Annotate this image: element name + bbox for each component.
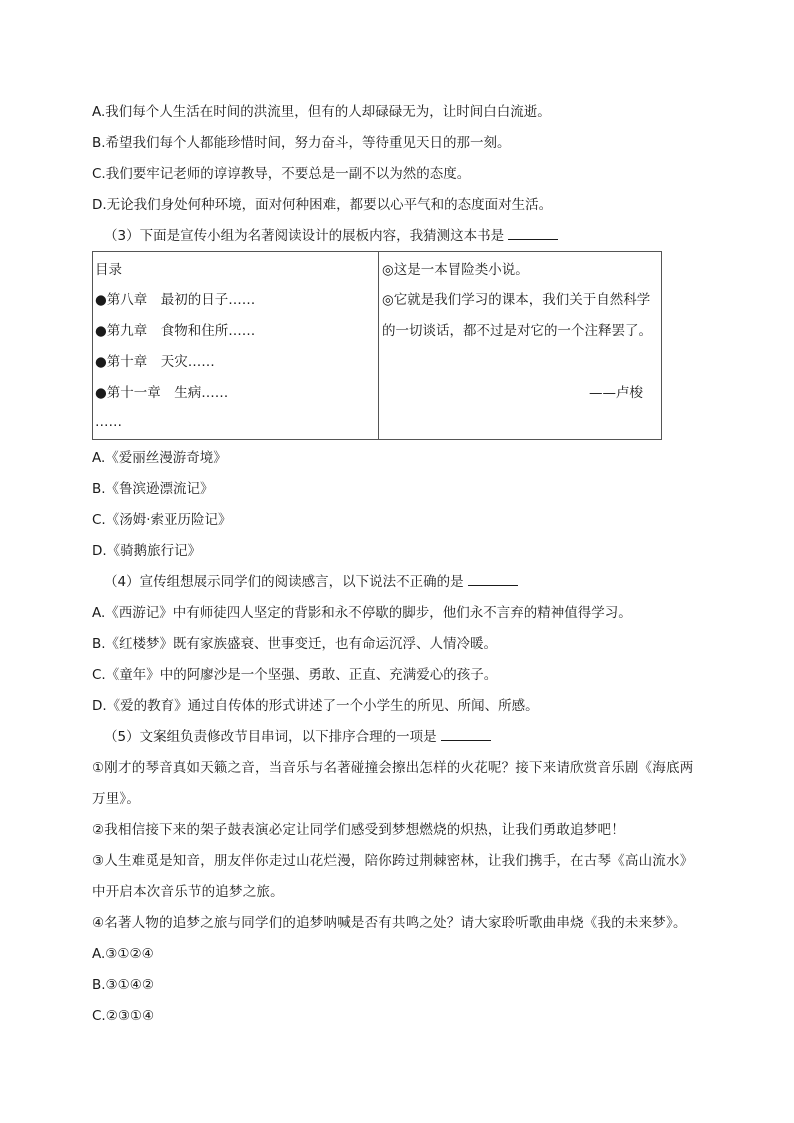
q4-stem-row [104, 573, 518, 591]
q3-stem-row [104, 227, 558, 245]
q5-stem-row [104, 728, 491, 746]
toc-item: ●第十一章 生病…… [95, 385, 229, 401]
toc-item: ●第九章 食物和住所…… [95, 323, 256, 339]
q5-item-4: ④名著人物的追梦之旅与同学们的追梦呐喊是否有共鸣之处？请大家聆听歌曲串烧《我的未来梦》。 [92, 915, 687, 931]
q3-answer-blank[interactable] [508, 227, 558, 240]
q3-option-a: A.《爱丽丝漫游奇境》 [92, 450, 227, 466]
q4-option-c: C.《童年》中的阿廖沙是一个坚强、勇敢、正直、充满爱心的孩子。 [92, 667, 498, 683]
book-note-1: ◎这是一本冒险类小说。 [382, 262, 529, 278]
book-note-2b: 的一切谈话，都不过是对它的一个注释罢了。 [382, 323, 652, 339]
q2-option-c: C.我们要牢记老师的谆谆教导，不要总是一副不以为然的态度。 [92, 166, 471, 182]
q5-item-1: ①刚才的琴音真如天籁之音，当音乐与名著碰撞会擦出怎样的火花呢？接下来请欣赏音乐剧《海底两 [92, 760, 694, 776]
toc-ellipsis: …… [95, 414, 122, 430]
book-note-2a: ◎它就是我们学习的课本，我们关于自然科学 [382, 292, 651, 308]
q5-stem: （5）文案组负责修改节目串词，以下排序合理的一项是 [104, 729, 437, 745]
toc-item: ●第八章 最初的日子…… [95, 292, 256, 308]
q5-option-c: C.②③①④ [92, 1008, 155, 1024]
q2-option-a: A.我们每个人生活在时间的洪流里，但有的人却碌碌无为，让时间白白流逝。 [92, 104, 551, 120]
q2-option-b: B.希望我们每个人都能珍惜时间，努力奋斗，等待重见天日的那一刻。 [92, 135, 511, 151]
q4-answer-blank[interactable] [468, 573, 518, 586]
q3-option-b: B.《鲁滨逊漂流记》 [92, 481, 214, 497]
toc-item: ●第十章 天灾…… [95, 354, 215, 370]
q4-option-d: D.《爱的教育》通过自传体的形式讲述了一个小学生的所见、所闻、所感。 [92, 698, 539, 714]
q5-item-1-cont: 万里》。 [92, 791, 141, 807]
q3-option-c: C.《汤姆·索亚历险记》 [92, 512, 232, 528]
display-board-table [92, 251, 662, 440]
q5-answer-blank[interactable] [441, 728, 491, 741]
q3-option-d: D.《骑鹅旅行记》 [92, 543, 202, 559]
table-divider [378, 252, 379, 439]
q5-item-2: ②我相信接下来的架子鼓表演必定让同学们感受到梦想燃烧的炽热，让我们勇敢追梦吧！ [92, 822, 625, 838]
q5-option-b: B.③①④② [92, 977, 154, 993]
q5-item-3-cont: 中开启本次音乐节的追梦之旅。 [92, 884, 284, 900]
q5-item-3: ③人生难觅是知音，朋友伴你走过山花烂漫，陪你跨过荆棘密林，让我们携手，在古琴《高山流水》 [92, 853, 694, 869]
quote-attribution: ——卢梭 [589, 385, 643, 401]
q4-option-b: B.《红楼梦》既有家族盛衰、世事变迁，也有命运沉浮、人情冷暖。 [92, 636, 498, 652]
toc-heading: 目录 [95, 262, 122, 278]
q3-stem: （3）下面是宣传小组为名著阅读设计的展板内容，我猜测这本书是 [104, 228, 505, 244]
q5-option-a: A.③①②④ [92, 946, 154, 962]
q4-stem: （4）宣传组想展示同学们的阅读感言，以下说法不正确的是 [104, 574, 464, 590]
q4-option-a: A.《西游记》中有师徒四人坚定的背影和永不停歇的脚步，他们永不言弃的精神值得学习。 [92, 605, 632, 621]
q2-option-d: D.无论我们身处何种环境，面对何种困难，都要以心平气和的态度面对生活。 [92, 197, 553, 213]
